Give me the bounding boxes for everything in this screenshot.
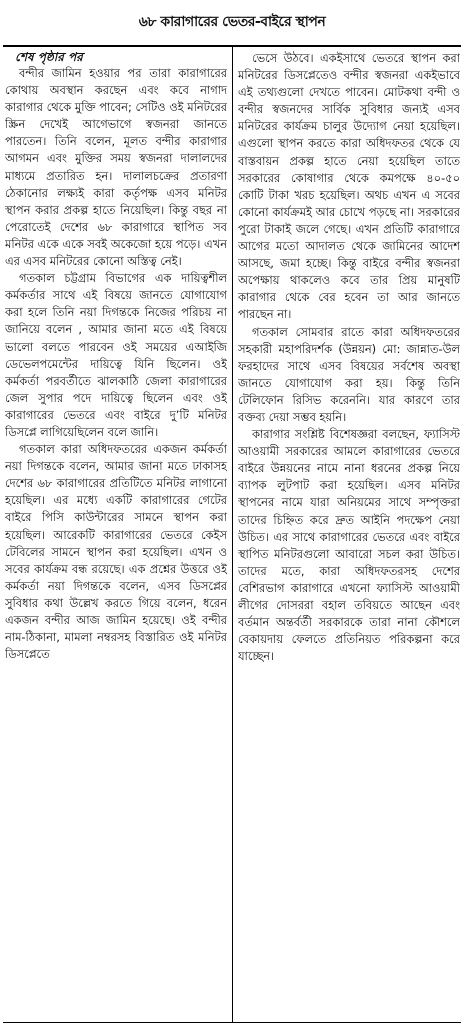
paragraph: গতকাল সোমবার রাতে কারা অধিদফতরের সহকারী মহাপরিদর্শক (উন্নয়ন) মো: জান্নাত-উল ফরহাদের সাথে এসব বিষয়ের সর্বশেষ অবস্থা জানতে যোগাযোগ করা হয়। কিন্তু তিনি টেলিফোন রিসিভ করেননি। যার কারণে তার বক্তব্য দেয়া সম্ভব হয়নি।	[238, 324, 460, 424]
paragraph: গতকাল কারা অধিদফতরের একজন কর্মকর্তা নয়া দিগন্তকে বলেন, আমার জানা মতে ঢাকাসহ দেশের ৬৮ কারাগারের প্রতিটিতে মনিটর লাগানো হয়েছিল। এর মধ্যে একটি কারাগারের গেটের বাইরে পিসি কাউন্টারের সামনে স্থাপন করা হয়েছিল। আরেকটি কারাগারের ভেতরে কেইস টেবিলের সামনে স্থাপন করা হয়েছিল। এখন ও সবের কার্যক্রম বন্ধ রয়েছে। এক প্রশ্নের উত্তরে ওই কর্মকর্তা নয়া দিগন্তকে বলেন, এসব ডিসপ্লের সুবিধার কথা উল্লেখ করতে গিয়ে বলেন, ধরেন একজন বন্দীর আজ জামিন হয়েছে। ওই বন্দীর নাম-ঠিকানা, মামলা নম্বরসহ বিস্তারিত ওই মনিটর ডিসপ্লেতে	[5, 442, 227, 662]
paragraph: বন্দীর জামিন হওয়ার পর তারা কারাগারের কোথায় অবস্থান করছেন এবং কবে নাগাদ কারাগার থেকে মুক্তি পাবেন; সেটিও ওই মনিটরের স্ক্রিন দেখেই আগেভাগে স্বজনরা জানতে পারতেন। তিনি বলেন, মূলত বন্দীর কারাগার আগমন এবং মুক্তির সময় স্বজনরা দালালদের মাধ্যমে প্রতারিত হন। দালালচক্রের প্রতারণা ঠেকানোর লক্ষ্যই কারা কর্তৃপক্ষ এসব মনিটর স্থাপন করার প্রকল্প হাতে নিয়েছিল। কিন্তু বছর না পেরোতেই দেশের ৬৮ কারাগারে স্থাপিত সব মনিটর একে একে সবই অকেজো হয়ে পড়ে। এখন এর এসব মনিটরের কোনো অস্তিত্ব নেই।	[5, 66, 227, 269]
right-column	[238, 50, 460, 1020]
paragraph: গতকাল চট্টগ্রাম বিভাগের এক দায়িত্বশীল কর্মকর্তার সাথে এই বিষয়ে জানতে যোগাযোগ করা হলে তিনি নয়া দিগন্তকে নিজের পরিচয় না জানিয়ে বলেন , আমার জানা মতে এই বিষয়ে ভালো বলতে পারবেন ওই সময়ের এআইজি ডেভেলপমেন্টের দায়িত্বে যিনি ছিলেন। ওই কর্মকর্তা পরবর্তীতে ঝালকাঠি জেলা কারাগারের জেল সুপার পদে দায়িত্বে ছিলেন এবং ওই কারাগারের ভেতরে এবং বাইরে দু’টি মনিটর ডিসপ্লে লাগিয়েছিলেন বলে জানি।	[5, 271, 227, 439]
headline: ৬৮ কারাগারের ভেতর-বাইরে স্থাপন	[138, 14, 326, 30]
kicker: শেষ পৃষ্ঠার পর	[15, 50, 83, 64]
bottom-rule	[3, 1022, 461, 1023]
column-divider	[232, 47, 233, 1022]
paragraph: কারাগার সংশ্লিষ্ট বিশেষজ্ঞরা বলছেন, ফ্যাসিস্ট আওয়ামী সরকারের আমলে কারাগারের ভেতরে বাইরে উন্নয়নের নামে নানা ধরনের প্রকল্প নিয়ে ব্যাপক লুটপাট করা হয়েছিল। এসব মনিটর স্থাপনের নামে যারা অনিয়মের সাথে সম্পৃক্তরা তাদের চিহ্নিত করে দ্রুত আইনি পদক্ষেপ নেয়া উচিত। এর সাথে কারাগারের ভেতরে এবং বাইরে স্থাপিত মনিটরগুলো আবারো সচল করা উচিত। তাদের মতে, কারা অধিদফতরসহ দেশের বেশিরভাগ কারাগারে এখনো ফ্যাসিস্ট আওয়ামী লীগের দোসররা বহাল তবিয়তে আছেন এবং বর্তমান অন্তর্বর্তী সরকারকে তারা নানা কৌশলে বেকায়দায় ফেলতে প্রতিনিয়ত পরিকল্পনা করে যাচ্ছেন।	[238, 427, 460, 664]
left-column	[5, 50, 227, 1020]
paragraph: ভেসে উঠবে। একইসাথে ভেতরে স্থাপন করা মনিটরের ডিসপ্লেতেও বন্দীর স্বজনরা একইভাবে এই তথ্যগুলো দেখতে পাবেন। মোটকথা বন্দী ও বন্দীর স্বজনদের সার্বিক সুবিধার জন্যই এসব মনিটরের কার্যক্রম চালুর উদ্যোগ নেয়া হয়েছিল। এগুলো স্থাপন করতে কারা অধিদফতর থেকে যে বাস্তবায়ন প্রকল্প হাতে নেয়া হয়েছিল তাতে সরকারের কোষাগার থেকে কমপক্ষে ৪০-৫০ কোটি টাকা খরচ হয়েছিল। অথচ এখন এ সবের কোনো কার্যক্রমই আর চোখে পড়ছে না। সরকারের পুরো টাকাই জলে গেছে। এখন প্রতিটি কারাগারে আগের মতো আদালত থেকে জামিনের আদেশ আসছে, জমা হচ্ছে। কিন্তু বাইরে বন্দীর স্বজনরা অপেক্ষায় থাকলেও কবে তার প্রিয় মানুষটি কারাগার থেকে বের হবেন তা আর জানতে পারছেন না।	[238, 51, 460, 322]
